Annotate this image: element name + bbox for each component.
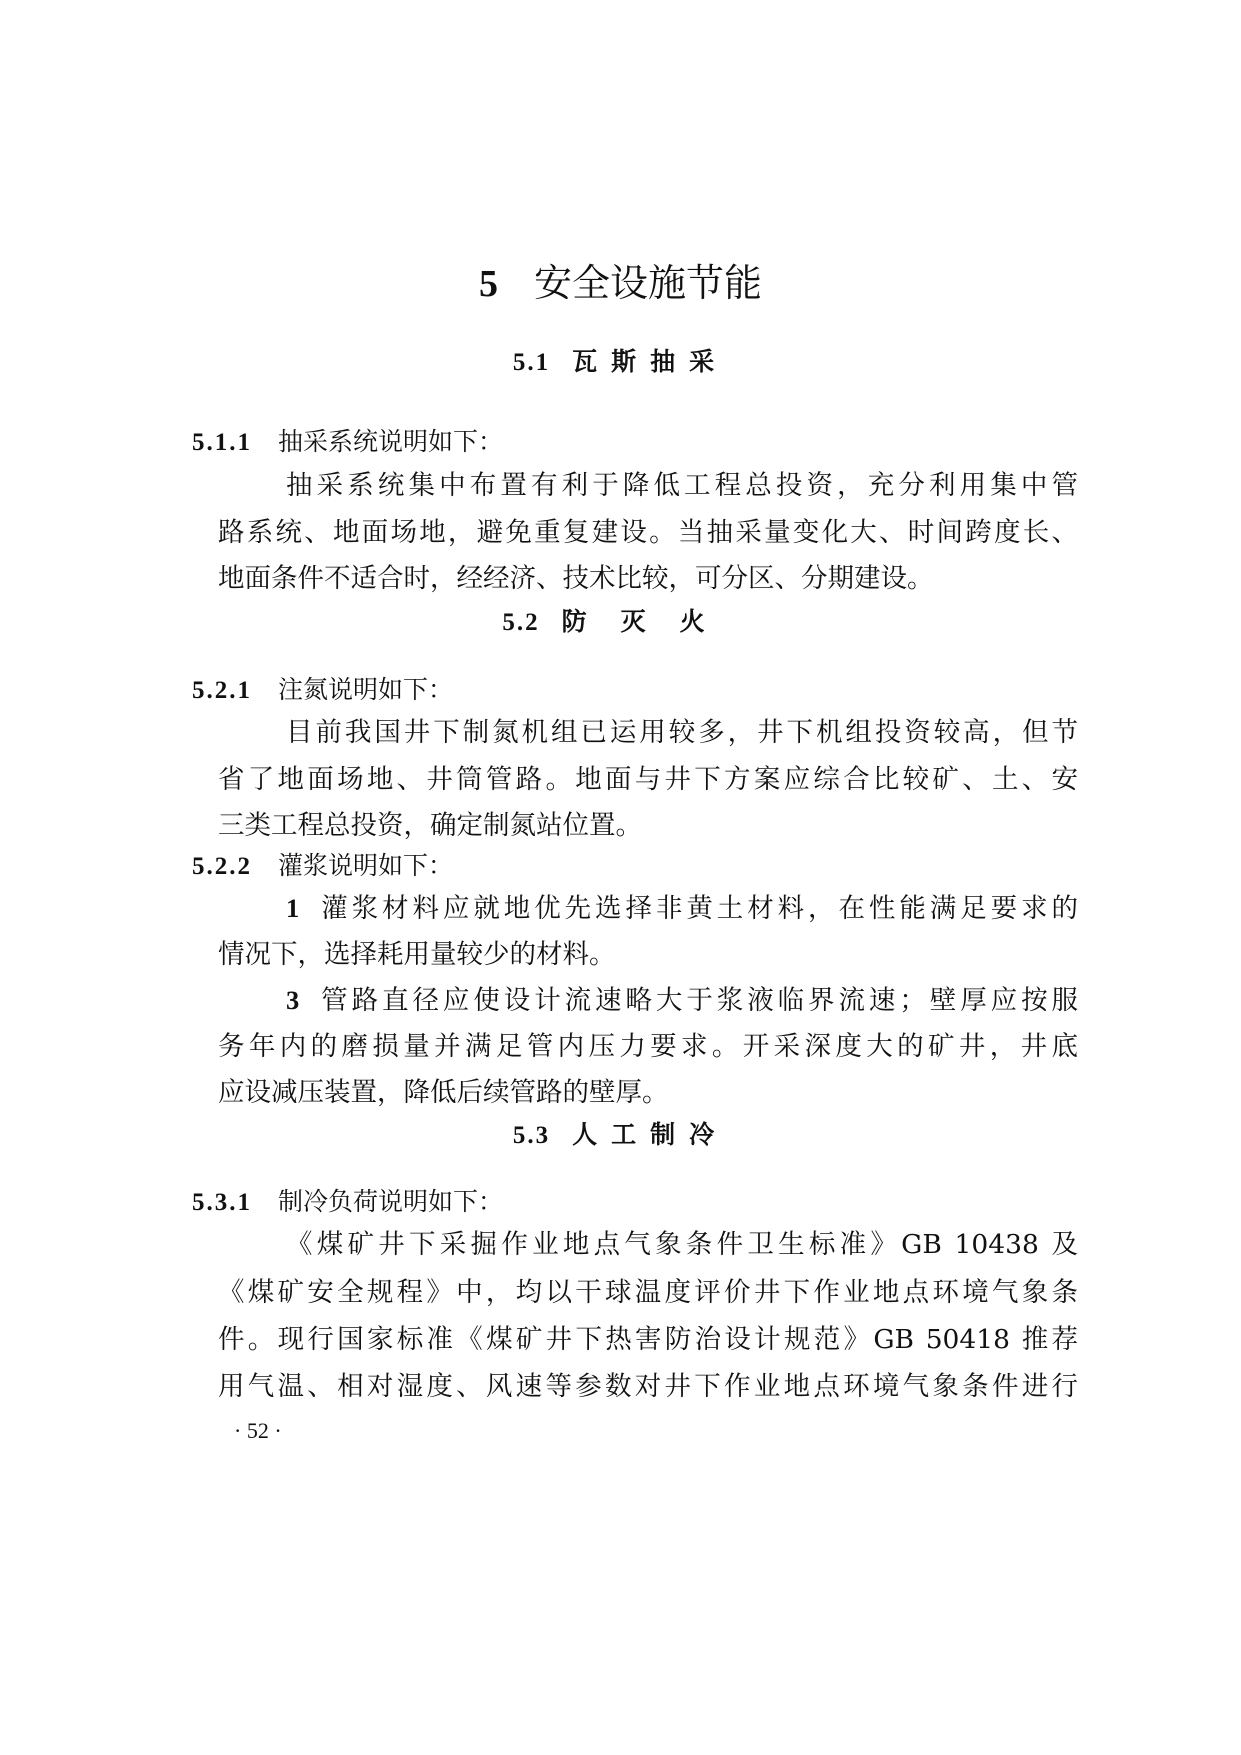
paragraph-line: 地面条件不适合时，经经济、技术比较，可分区、分期建设。 [218,563,934,594]
section-number: 5.1 [512,349,551,376]
list-item-number: 3 [286,985,300,1015]
paragraph-line: 《煤矿井下采掘作业地点气象条件卫生标准》GB 10438 及 [286,1229,1078,1260]
section-heading-5-2 [0,602,1241,638]
clause-heading: 注氮说明如下： [278,675,454,704]
chapter-title [0,252,1241,307]
paragraph-line: 应设减压装置，降低后续管路的壁厚。 [218,1077,669,1108]
clause-heading: 灌浆说明如下： [278,851,454,880]
clause-number: 5.3.1 [192,1189,252,1216]
list-item-line [286,886,1078,925]
section-title: 人工制冷 [572,1120,729,1149]
paragraph-line: 省了地面场地、井筒管路。地面与井下方案应综合比较矿、土、安 [218,764,1078,795]
page-number: · 52 · [234,1418,282,1443]
paragraph-line: 用气温、相对湿度、风速等参数对井下作业地点环境气象条件进行 [218,1371,1078,1402]
clause-5-3-1 [192,1182,503,1218]
paragraph-line: 务年内的磨损量并满足管内压力要求。开采深度大的矿井，井底 [218,1031,1078,1062]
paragraph-line: 抽采系统集中布置有利于降低工程总投资，充分利用集中管 [286,470,1078,501]
section-title: 瓦斯抽采 [572,347,729,376]
clause-number: 5.1.1 [192,429,252,456]
paragraph-line: 三类工程总投资，确定制氮站位置。 [218,810,642,841]
clause-heading: 抽采系统说明如下： [278,427,504,456]
clause-number: 5.2.2 [192,853,252,880]
clause-number: 5.2.1 [192,677,252,704]
list-item-text: 灌浆材料应就地优先选择非黄土材料，在性能满足要求的 [317,893,1078,924]
paragraph-line: 《煤矿安全规程》中，均以干球温度评价井下作业地点环境气象条 [218,1277,1078,1308]
section-title: 防灭火 [561,607,739,636]
clause-5-1-1 [192,422,503,458]
list-item-number: 1 [286,893,300,923]
paragraph-line: 件。现行国家标准《煤矿井下热害防治设计规范》GB 50418 推荐 [218,1324,1078,1355]
paragraph-line: 目前我国井下制氮机组已运用较多，井下机组投资较高，但节 [286,717,1078,748]
section-number: 5.2 [502,609,540,636]
list-item-text: 管路直径应使设计流速略大于浆液临界流速；壁厚应按服 [317,985,1078,1016]
chapter-title-text: 安全设施节能 [533,261,762,305]
clause-heading: 制冷负荷说明如下： [278,1187,504,1216]
section-heading-5-3 [0,1115,1241,1151]
clause-5-2-1 [192,670,453,706]
chapter-number: 5 [478,263,498,305]
list-item-line [286,978,1078,1017]
clause-5-2-2 [192,846,453,882]
section-heading-5-1 [0,342,1241,378]
paragraph-line: 路系统、地面场地，避免重复建设。当抽采量变化大、时间跨度长、 [218,517,1078,548]
paragraph-line: 情况下，选择耗用量较少的材料。 [218,939,616,970]
section-number: 5.3 [512,1122,551,1149]
